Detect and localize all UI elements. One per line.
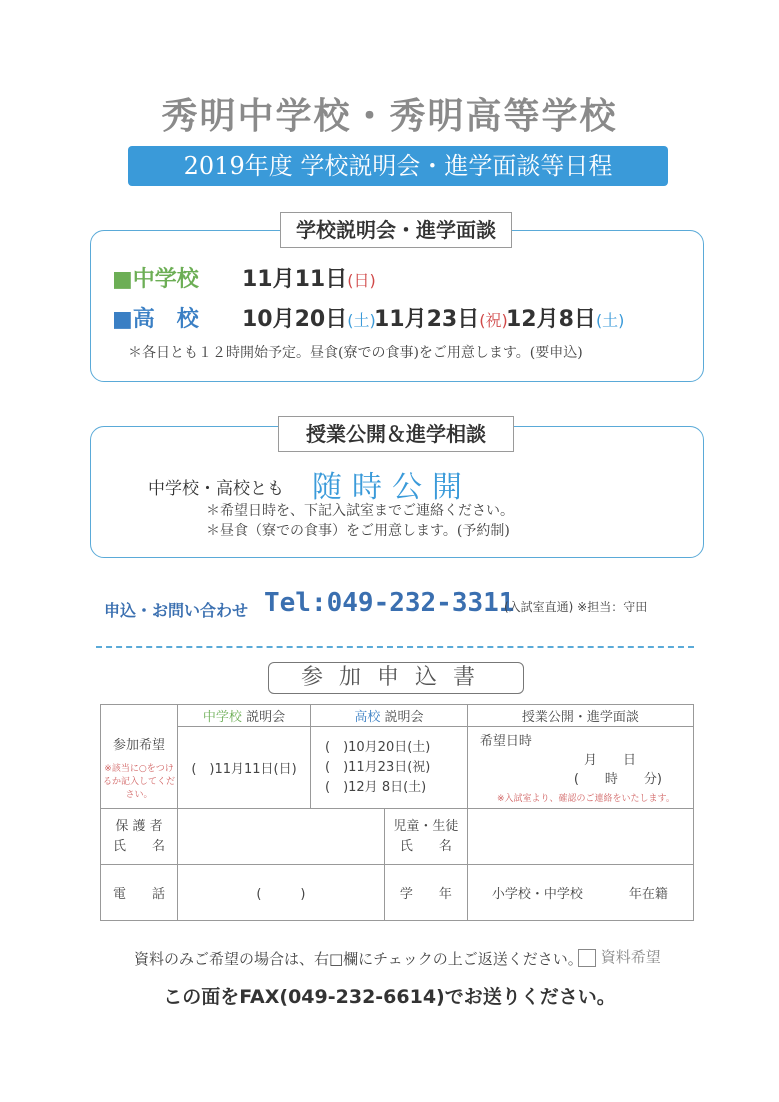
col-jh-header: 中学校 説明会 [178, 705, 311, 727]
hs-options[interactable]: ( )10月20日(土) ( )11月23日(祝) ( )12月 8日(土) [311, 727, 468, 809]
student-name-field[interactable] [467, 809, 693, 865]
contact-note: (入試室直通) ※担当：守田 [504, 600, 648, 614]
jh-option[interactable]: ( )11月11日(日) [178, 727, 311, 809]
hs-label: ■高 校 [112, 307, 199, 332]
hs-date-3: 12月8日(土) [506, 307, 625, 332]
open-class-anytime: 随時公開 [312, 470, 472, 505]
application-form [100, 704, 694, 921]
guardian-label: 保 護 者 氏 名 [101, 809, 178, 865]
info-session-note: ＊各日とも１２時開始予定。昼食(寮での食事)をご用意します。(要申込) [128, 345, 583, 361]
fax-instruction: この面をFAX(049-232-6614)でお送りください。 [163, 986, 616, 1008]
row-participation: 参加希望 ※該当に○をつけるか記入してください。 [101, 727, 178, 809]
jh-label: ■中学校 [112, 267, 199, 292]
grade-label: 学 年 [384, 865, 467, 921]
info-session-title: 学校説明会・進学面談 [280, 212, 512, 248]
form-title: 参加申込書 [268, 662, 524, 694]
student-label: 児童・生徒 氏 名 [384, 809, 467, 865]
phone-field[interactable]: ( ) [178, 865, 385, 921]
year-banner: 2019年度 学校説明会・進学面談等日程 [128, 146, 668, 186]
material-request-checkbox[interactable]: 資料希望 [578, 946, 661, 967]
jh-date: 11月11日(日) [242, 267, 376, 292]
col-open-header: 授業公開・進学面談 [467, 705, 693, 727]
wish-datetime[interactable]: 希望日時 月 日 ( 時 分) ※入試室より、確認のご連絡をいたします。 [467, 727, 693, 809]
grade-field[interactable]: 小学校・中学校 年在籍 [467, 865, 693, 921]
guardian-name-field[interactable] [178, 809, 385, 865]
col-hs-header: 高校 説明会 [311, 705, 468, 727]
open-class-lead: 中学校・高校とも [148, 479, 284, 499]
open-class-title: 授業公開＆進学相談 [278, 416, 514, 452]
cut-line [96, 646, 694, 648]
contact-tel: Tel:049-232-3311 [264, 588, 515, 618]
material-only-note: 資料のみご希望の場合は、右□欄にチェックの上ご返送ください。 [134, 950, 583, 968]
hs-date-2: 11月23日(祝) [374, 307, 508, 332]
checkbox-icon[interactable] [578, 949, 596, 967]
open-class-note-1: ＊希望日時を、下記入試室までご連絡ください。 [206, 503, 514, 519]
phone-label: 電 話 [101, 865, 178, 921]
open-class-note-2: ＊昼食（寮での食事）をご用意します。(予約制) [206, 523, 510, 539]
contact-label: 申込・お問い合わせ [104, 601, 249, 620]
page-title: 秀明中学校・秀明高等学校 [161, 96, 618, 137]
form-corner [101, 705, 178, 727]
hs-date-1: 10月20日(土) [242, 307, 376, 332]
